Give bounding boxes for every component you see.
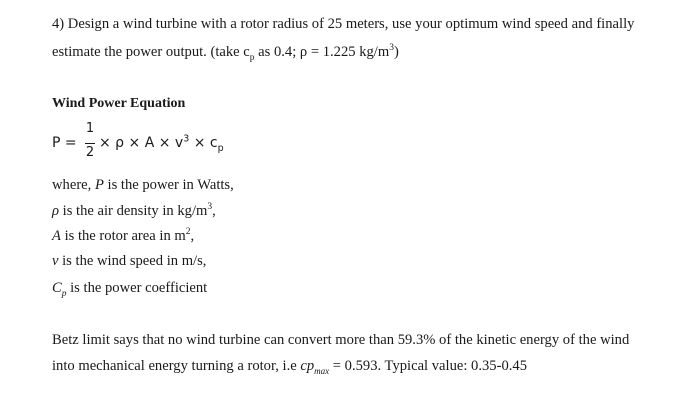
formula-velocity-exponent: 3 — [183, 133, 190, 145]
betz-cp-subscript: max — [314, 365, 330, 376]
definition-area-superscript: 2 — [185, 227, 191, 238]
definition-where: where, — [52, 177, 95, 193]
formula-cp-subscript: p — [217, 142, 224, 154]
definition-density — [52, 202, 216, 220]
definition-area-text: is the rotor area in m — [60, 228, 186, 244]
formula-denominator: 2 — [85, 145, 95, 160]
definition-cp-subscript: p — [61, 288, 67, 299]
betz-cp-var: cp — [300, 358, 315, 374]
formula-rhs-main: × ρ × A × v — [99, 135, 184, 151]
definition-density-text: is the air density in kg/m — [59, 203, 208, 219]
question-cube-superscript: 3 — [389, 43, 394, 54]
question-text-2c: ) — [393, 44, 399, 60]
definition-velocity — [52, 252, 206, 270]
definition-density-var: ρ — [52, 203, 60, 219]
definition-area — [52, 227, 194, 245]
definition-power — [52, 176, 234, 194]
betz-line-2 — [52, 357, 527, 375]
formula-rhs-cp: × c — [189, 135, 218, 151]
question-text-2b: as 0.4; ρ = 1.225 kg/m — [254, 44, 390, 60]
question-text-2a: estimate the power output. (take c — [52, 44, 250, 60]
formula-rhs — [99, 133, 224, 154]
definition-power-var: P — [94, 177, 104, 193]
definition-power-text: is the power in Watts, — [103, 177, 234, 193]
betz-cpmax — [300, 358, 329, 374]
section-title: Wind Power Equation — [52, 96, 186, 111]
definition-power-coefficient — [52, 279, 207, 297]
definition-velocity-var: v — [52, 253, 59, 269]
definition-area-var: A — [52, 228, 61, 244]
betz-text-1: Betz limit says that no wind turbine can convert more than 59.3% of the kinetic energy of the wind — [52, 332, 630, 348]
question-cp-subscript: p — [249, 52, 255, 63]
betz-text-2a: into mechanical energy turning a rotor, i.e — [52, 358, 301, 374]
definition-velocity-text: is the wind speed in m/s, — [58, 253, 207, 269]
betz-text-2b: = 0.593. Typical value: 0.35-0.45 — [329, 358, 527, 374]
section-heading — [52, 95, 185, 113]
definition-density-end: , — [212, 203, 216, 219]
question-line-1 — [52, 15, 634, 33]
definition-cp-var: C — [52, 280, 62, 296]
definition-area-end: , — [190, 228, 195, 244]
formula-numerator: 1 — [85, 121, 95, 136]
definition-cp-text: is the power coefficient — [66, 280, 208, 296]
definition-density-superscript: 3 — [207, 202, 213, 213]
formula-fraction-bar — [85, 143, 95, 144]
question-line-2 — [52, 43, 399, 61]
formula-lhs: P = — [52, 135, 77, 151]
betz-line-1 — [52, 331, 629, 349]
question-text-1: 4) Design a wind turbine with a rotor radius of 25 meters, use your optimum wind speed and finally — [52, 16, 635, 32]
